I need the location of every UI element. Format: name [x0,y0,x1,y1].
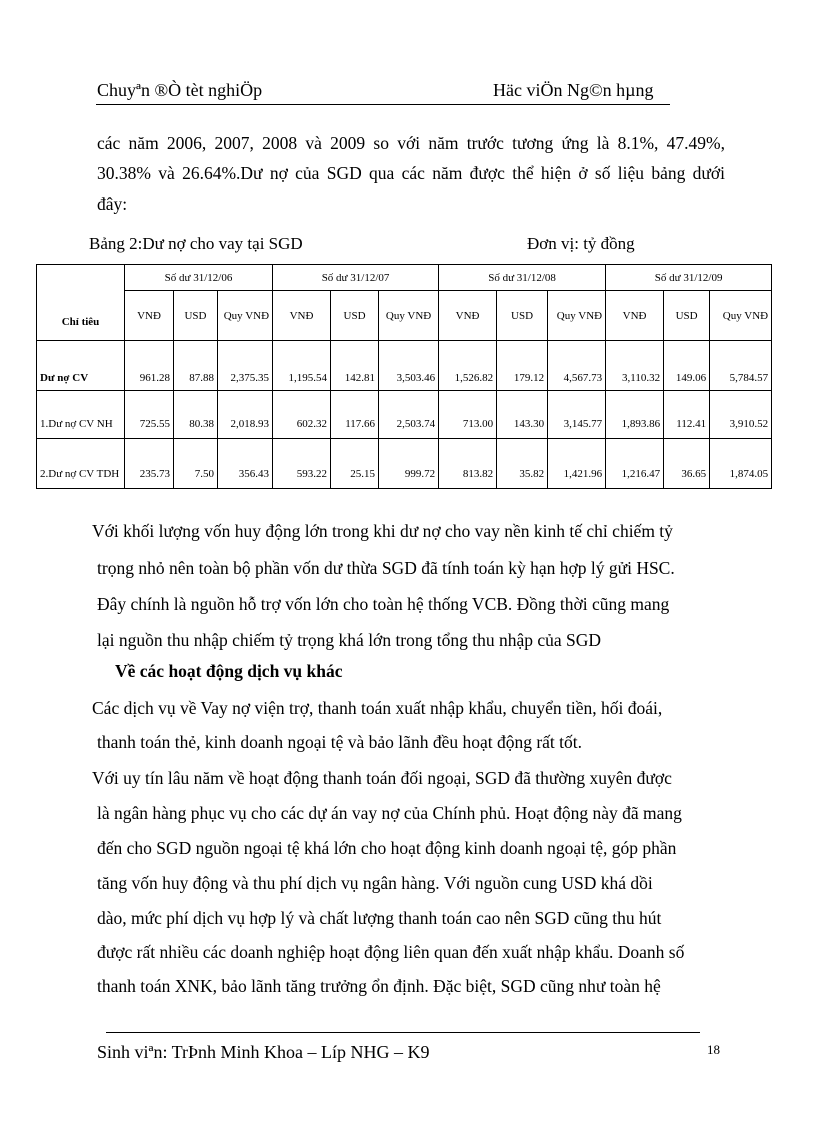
cell: 1,216.47 [606,439,664,489]
group-header: Số dư 31/12/08 [439,265,606,291]
para2-line-2: thanh toán thẻ, kinh doanh ngoại tệ và bảo lãnh đều hoạt động rất tốt. [97,732,583,752]
cell: 149.06 [664,341,710,391]
cell: 961.28 [125,341,174,391]
para3-line-1: Với uy tín lâu năm về hoạt động thanh toán đối ngoại, SGD đã thường xuyên được [92,768,672,788]
row-label: 1.Dư nợ CV NH [37,391,125,439]
subheader: USD [174,291,218,341]
intro-line-3: đây: [97,194,128,214]
cell: 35.82 [497,439,548,489]
subheader: Quy VNĐ [548,291,606,341]
cell: 3,503.46 [379,341,439,391]
group-header: Số dư 31/12/09 [606,265,772,291]
para1-line-2: trọng nhỏ nên toàn bộ phần vốn dư thừa SGD đã tính toán kỳ hạn hợp lý gửi HSC. [97,558,675,578]
cell: 3,110.32 [606,341,664,391]
cell: 3,145.77 [548,391,606,439]
para1-line-1: Với khối lượng vốn huy động lớn trong khi dư nợ cho vay nền kinh tế chỉ chiếm tỷ [92,521,673,541]
cell: 813.82 [439,439,497,489]
cell: 142.81 [331,341,379,391]
footer-author: Sinh viªn: TrÞnh Minh Khoa – Líp NHG – K9 [97,1042,430,1062]
cell: 1,893.86 [606,391,664,439]
cell: 5,784.57 [710,341,772,391]
cell: 602.32 [273,391,331,439]
cell: 179.12 [497,341,548,391]
section-heading: Về các hoạt động dịch vụ khác [115,661,343,681]
cell: 356.43 [218,439,273,489]
subheader: USD [664,291,710,341]
subheader: USD [331,291,379,341]
para2-line-1: Các dịch vụ về Vay nợ viện trợ, thanh toán xuất nhập khẩu, chuyển tiền, hối đoái, [92,698,663,718]
subheader: Quy VNĐ [218,291,273,341]
cell: 7.50 [174,439,218,489]
running-header-left: Chuyªn ®Ò tèt nghiÖp [97,80,263,100]
para1-line-3: Đây chính là nguồn hỗ trợ vốn lớn cho toàn hệ thống VCB. Đồng thời cũng mang [97,594,670,614]
cell: 112.41 [664,391,710,439]
cell: 713.00 [439,391,497,439]
table-row [37,341,772,391]
cell: 999.72 [379,439,439,489]
para3-line-5: dào, mức phí dịch vụ hợp lý và chất lượng thanh toán cao nên SGD cũng thu hút [97,908,662,928]
subheader: VNĐ [273,291,331,341]
subheader: VNĐ [125,291,174,341]
para3-line-4: tăng vốn huy động và thu phí dịch vụ ngân hàng. Với nguồn cung USD khá dồi [97,873,653,893]
cell: 2,503.74 [379,391,439,439]
group-header: Số dư 31/12/07 [273,265,439,291]
cell: 1,874.05 [710,439,772,489]
cell: 235.73 [125,439,174,489]
cell: 25.15 [331,439,379,489]
subheader: Quy VNĐ [379,291,439,341]
intro-line-1: các năm 2006, 2007, 2008 và 2009 so với năm trước tương ứng là 8.1%, 47.49%, [97,133,725,153]
cell: 1,526.82 [439,341,497,391]
cell: 4,567.73 [548,341,606,391]
subheader: USD [497,291,548,341]
para3-line-7: thanh toán XNK, bảo lãnh tăng trưởng ổn định. Đặc biệt, SGD cũng như toàn hệ [97,976,661,996]
footer-rule [106,1032,700,1033]
table-row [37,439,772,489]
cell: 2,018.93 [218,391,273,439]
cell: 1,195.54 [273,341,331,391]
cell: 1,421.96 [548,439,606,489]
cell: 593.22 [273,439,331,489]
subheader: VNĐ [439,291,497,341]
cell: 117.66 [331,391,379,439]
cell: 80.38 [174,391,218,439]
table-row [37,391,772,439]
para1-line-4: lại nguồn thu nhập chiếm tỷ trọng khá lớn trong tổng thu nhập của SGD [97,630,602,650]
para3-line-3: đến cho SGD nguồn ngoại tệ khá lớn cho hoạt động kinh doanh ngoại tệ, góp phần [97,838,677,858]
cell: 2,375.35 [218,341,273,391]
intro-line-2: 30.38% và 26.64%.Dư nợ của SGD qua các năm được thể hiện ở số liệu bảng dưới [97,163,725,183]
para3-line-6: được rất nhiều các doanh nghiệp hoạt động liên quan đến xuất nhập khẩu. Doanh số [97,942,685,962]
running-header-right: Häc viÖn Ng©n hµng [493,80,654,100]
row-label: Dư nợ CV [37,341,125,391]
cell: 36.65 [664,439,710,489]
table-caption-unit: Đơn vị: tỷ đồng [527,234,635,253]
para3-line-2: là ngân hàng phục vụ cho các dự án vay nợ của Chính phủ. Hoạt động này đã mang [97,803,682,823]
subheader: Quy VNĐ [710,291,772,341]
row-label: 2.Dư nợ CV TDH [37,439,125,489]
cell: 87.88 [174,341,218,391]
group-header: Số dư 31/12/06 [125,265,273,291]
corner-label: Chỉ tiêu [37,265,125,341]
subheader: VNĐ [606,291,664,341]
header-rule [96,104,670,105]
cell: 143.30 [497,391,548,439]
table-caption-title: Bảng 2:Dư nợ cho vay tại SGD [89,234,303,253]
page-number: 18 [707,1042,720,1057]
cell: 3,910.52 [710,391,772,439]
loan-balance-table [36,264,772,489]
cell: 725.55 [125,391,174,439]
